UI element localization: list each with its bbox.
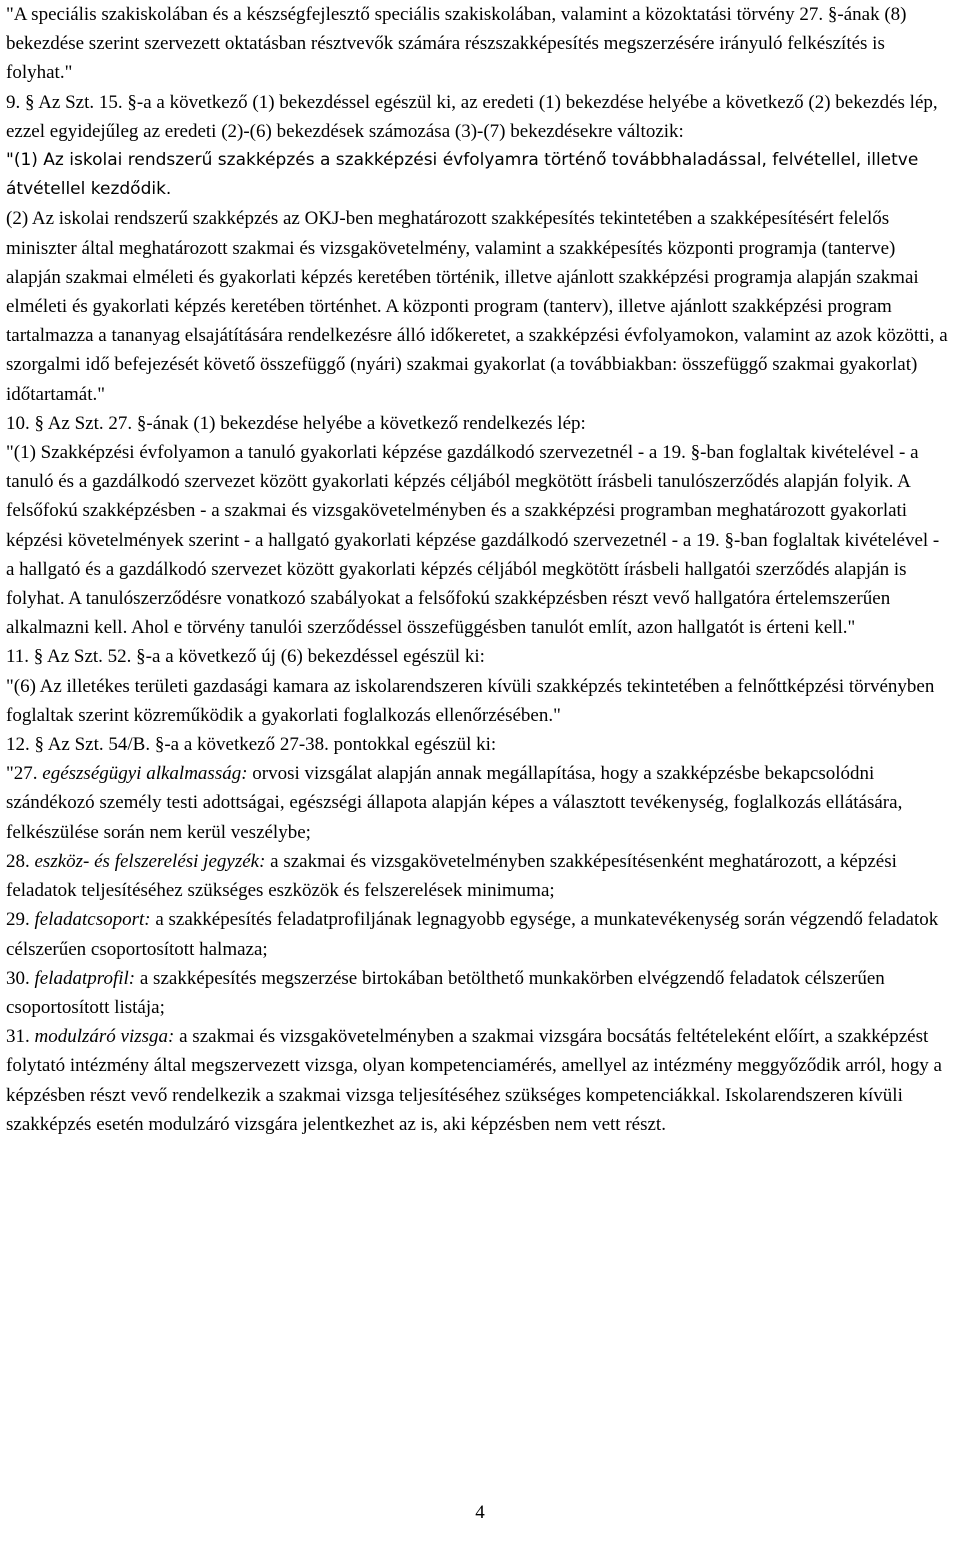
section-9-paragraph-1: "(1) Az iskolai rendszerű szakképzés a szakképzési évfolyamra történő továbbhaladással, felvétellel, illetve átvétellel kezdődik. bbox=[6, 150, 919, 200]
definition-item bbox=[6, 1022, 952, 1139]
intro-paragraph: "A speciális szakiskolában és a készségfejlesztő speciális szakiskolában, valamint a közoktatási törvény 27. §-ának (8) bekezdése szerint szervezett oktatásban résztvevők számára részszakképesítés megszerzésére irányuló felkészítés is folyhat." bbox=[6, 4, 907, 84]
definition-number: "27. bbox=[6, 763, 43, 785]
definition-item bbox=[6, 847, 952, 905]
definition-item bbox=[6, 964, 952, 1022]
section-11-heading: 11. § Az Szt. 52. §-a a következő új (6) bekezdéssel egészül ki: bbox=[6, 646, 485, 668]
definition-term: modulzáró vizsga: bbox=[34, 1026, 175, 1048]
page-number: 4 bbox=[475, 1502, 485, 1523]
definition-number: 28. bbox=[6, 850, 35, 872]
definition-term: feladatcsoport: bbox=[34, 909, 151, 931]
section-10-heading: 10. § Az Szt. 27. §-ának (1) bekezdése helyébe a következő rendelkezés lép: bbox=[6, 412, 586, 434]
definition-item bbox=[6, 905, 952, 963]
definition-number: 30. bbox=[6, 967, 35, 989]
document-page bbox=[6, 0, 952, 1139]
definition-term: egészségügyi alkalmasság: bbox=[42, 763, 248, 785]
definition-item bbox=[6, 759, 952, 847]
definition-number: 29. bbox=[6, 909, 35, 931]
section-10-paragraph-1: "(1) Szakképzési évfolyamon a tanuló gyakorlati képzése gazdálkodó szervezetnél - a 19. §-ban foglaltak kivételével - a tanuló és a gazdálkodó szervezet között gyakorlati képzés céljából megkötött írásbeli tanulószerződés alapján folyik. A felsőfokú szakképzésben - a szakmai és vizsgakövetelményben és a szakképzési programban meghatározott gyakorlati képzési követelmények szerint - a hallgató gyakorlati képzése gazdálkodó szervezetnél - a 19. §-ban foglaltak kivételével - a hallgató és a gazdálkodó szervezet között gyakorlati képzés céljából megkötött írásbeli hallgatói szerződés alapján is folyhat. A tanulószerződésre vonatkozó szabályokat a felsőfokú szakképzésben részt vevő hallgatóra értelemszerűen alkalmazni kell. Ahol e törvény tanulói szerződéssel összefüggésben tanulót említ, azon hallgatót is érteni kell." bbox=[6, 442, 940, 639]
section-9-heading: 9. § Az Szt. 15. §-a a következő (1) bekezdéssel egészül ki, az eredeti (1) bekezdése helyébe a következő (2) bekezdés lép, ezzel egyidejűleg az eredeti (2)-(6) bekezdések számozása (3)-(7) bekezdésekre változik: bbox=[6, 91, 938, 142]
definition-term: feladatprofil: bbox=[34, 967, 136, 989]
section-12-heading: 12. § Az Szt. 54/B. §-a a következő 27-38. pontokkal egészül ki: bbox=[6, 734, 497, 756]
section-11-paragraph-1: "(6) Az illetékes területi gazdasági kamara az iskolarendszeren kívüli szakképzés tekintetében a felnőttképzési törvényben foglaltak szerint közreműködik a gyakorlati foglalkozás ellenőrzésében." bbox=[6, 675, 935, 726]
definition-term: eszköz- és felszerelési jegyzék: bbox=[34, 850, 266, 872]
definition-text: a szakképesítés megszerzése birtokában betölthető munkakörben elvégzendő feladatok célszerűen csoportosított listája; bbox=[6, 967, 885, 1018]
definition-text: a szakképesítés feladatprofiljának legnagyobb egysége, a munkatevékenység során végzendő feladatok célszerűen csoportosított halmaza; bbox=[6, 909, 939, 960]
section-9-paragraph-2: (2) Az iskolai rendszerű szakképzés az OKJ-ben meghatározott szakképesítés tekintetében a szakképesítésért felelős miniszter által meghatározott szakmai és vizsgakövetelmény, valamint a szakképesítés központi programja (tanterve) alapján szakmai elméleti és gyakorlati képzés keretében történik, illetve ajánlott szakképzési programja alapján szakmai elméleti és gyakorlati képzés keretében történhet. A központi program (tanterv), illetve ajánlott szakképzési program tartalmazza a tananyag elsajátítására rendelkezésre álló időkeretet, a szakképzési évfolyamokon, valamint az azok közötti, a szorgalmi idő befejezését követő összefüggő (nyári) szakmai gyakorlat (a továbbiakban: összefüggő szakmai gyakorlat) időtartamát." bbox=[6, 208, 948, 405]
definition-text: a szakmai és vizsgakövetelményben a szakmai vizsgára bocsátás feltételeként előírt, a szakképzést folytató intézmény által megszervezett vizsga, olyan kompetenciamérés, amellyel az intézmény meggyőződik arról, hogy a képzésben részt vevő rendelkezik a szakmai vizsga teljesítéséhez szükséges kompetenciákkal. Iskolarendszeren kívüli szakképzés esetén modulzáró vizsgára jelentkezhet az is, aki képzésben nem vett részt. bbox=[6, 1026, 942, 1135]
definition-text: a szakmai és vizsgakövetelményben szakképesítésenként meghatározott, a képzési feladatok teljesítéséhez szükséges eszközök és felszerelések minimuma; bbox=[6, 850, 897, 902]
definition-text: orvosi vizsgálat alapján annak megállapítása, hogy a szakképzésbe bekapcsolódni szándékozó személy testi adottságai, egészségi állapota alapján képes a választott tevékenység, foglalkozás ellátására, felkészülése során nem kerül veszélybe; bbox=[6, 763, 903, 843]
definition-number: 31. bbox=[6, 1026, 35, 1048]
